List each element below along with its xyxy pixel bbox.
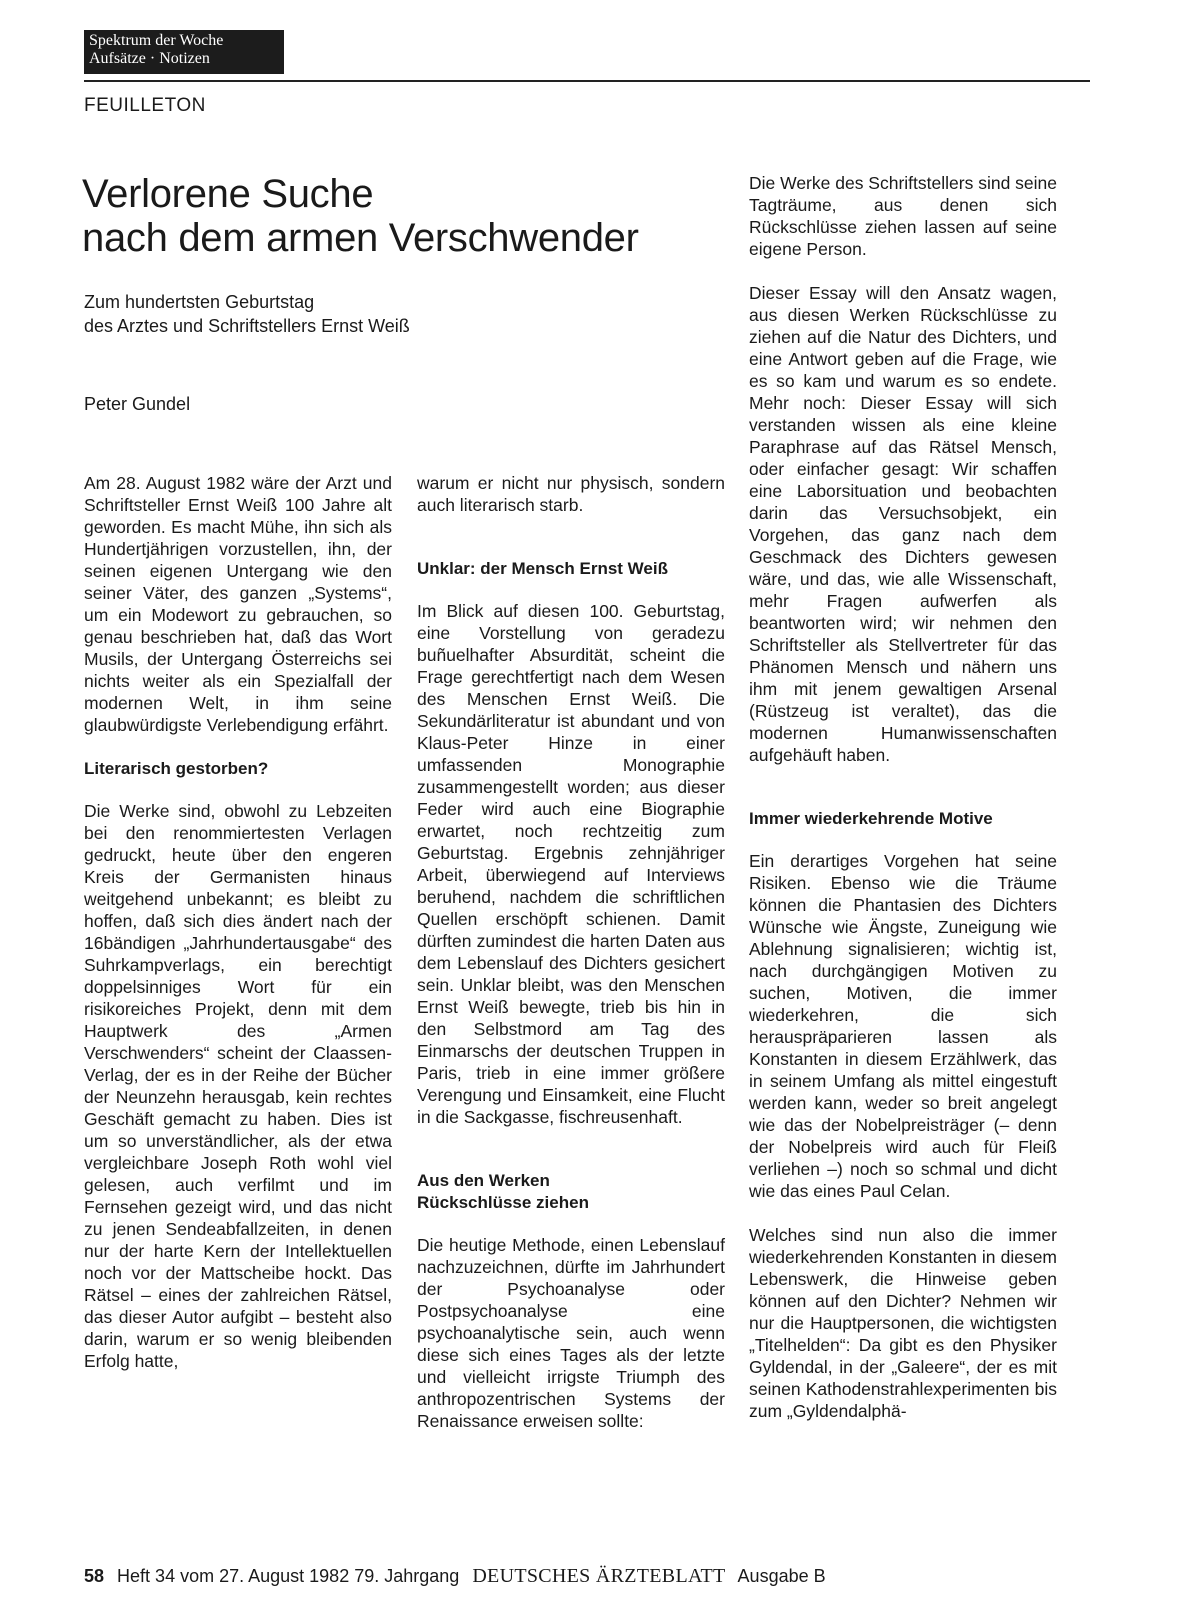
- paragraph: Ein derartiges Vorgehen hat seine Risiken. Ebenso wie die Träume können die Phantasien des Dichters Wünsche wie Ängste, Zuneigung wie Ablehnung signalisieren; wichtig ist, nach durchgängigen Motiven zu suchen, Motiven, die immer wiederkehren, die sich herauspräparieren lassen als Konstanten in diesem Erzählwerk, das in seinem Umfang als mittel eingestuft werden kann, weder so breit angelegt wie das der Nobelpreisträger (– denn der Nobelpreis wird auch für Fleiß verliehen –) noch so schmal und dicht wie das eines Paul Celan.: [749, 851, 1057, 1201]
- column-2: [417, 472, 725, 1454]
- subheading: Unklar: der Mensch Ernst Weiß: [417, 559, 668, 578]
- issue-info: Heft 34 vom 27. August 1982 79. Jahrgang: [117, 1566, 460, 1586]
- paragraph: Die heutige Methode, einen Lebenslauf nachzuzeichnen, dürfte im Jahrhundert der Psychoanalyse oder Postpsychoanalyse eine psychoanalytische sein, auch wenn diese sich eines Tages als der letzte und vielleicht irrigste Triumph des anthropozentrischen Systems der Renaissance erweisen sollte:: [417, 1235, 725, 1431]
- section-label: FEUILLETON: [84, 95, 206, 116]
- subtitle-line-2: des Arztes und Schriftstellers Ernst Weiß: [84, 316, 410, 336]
- paragraph: Am 28. August 1982 wäre der Arzt und Schriftsteller Ernst Weiß 100 Jahre alt geworden. Es macht Mühe, ihn sich als Hundertjährigen vorzustellen, ihn, der seinen eigenen Untergang wie den seiner Väter, des ganzen „Systems“, um ein Modewort zu gebrauchen, so genau beschrieben hat, daß das Wort Musils, der Untergang Österreichs sei nichts weiter als ein Spezialfall der modernen Welt, in ihm seine glaubwürdigste Verlebendigung erfährt.: [84, 473, 392, 735]
- subtitle-line-1: Zum hundertsten Geburtstag: [84, 292, 315, 312]
- subheading: Immer wiederkehrende Motive: [749, 809, 993, 828]
- masthead: [84, 30, 284, 74]
- journal-name: DEUTSCHES ÄRZTEBLATT: [472, 1565, 726, 1587]
- author-byline: Peter Gundel: [84, 394, 191, 414]
- edition: Ausgabe B: [737, 1566, 826, 1586]
- subheading-line-1: Aus den Werken: [417, 1171, 550, 1190]
- paragraph: Im Blick auf diesen 100. Geburtstag, eine Vorstellung von geradezu buñuelhafter Absurdität, scheint die Frage gerechtfertigt nach dem Wesen des Menschen Ernst Weiß. Die Sekundärliteratur ist abundant und von Klaus-Peter Hinze in einer umfassenden Monographie zusammengestellt worden; aus dieser Feder wird auch eine Biographie erwartet, noch rechtzeitig zum Geburtstag. Ergebnis zehnjähriger Arbeit, überwiegend auf Interviews beruhend, nachdem die schriftlichen Quellen erschöpft schienen. Damit dürften zumindest die harten Daten aus dem Lebenslauf des Dichters gesichert sein. Unklar bleibt, was den Menschen Ernst Weiß bewegte, trieb bis hin in den Selbstmord am Tag des Einmarschs der deutschen Truppen in Paris, trieb in eine immer größere Verengung und Einsamkeit, eine Flucht in die Sackgasse, fischreusenhaft.: [417, 601, 725, 1127]
- paragraph: Welches sind nun also die immer wiederkehrenden Konstanten in diesem Lebenswerk, die Hinweise geben können auf den Dichter? Nehmen wir nur die Hauptpersonen, die wichtigsten „Titelhelden“: Da gibt es den Physiker Gyldendal, in der „Galeere“, der es mit seinen Kathodenstrahlexperimenten bis zum „Gyldendalphä-: [749, 1225, 1057, 1421]
- headline-line-1: Verlorene Suche: [82, 172, 374, 216]
- paragraph: Dieser Essay will den Ansatz wagen, aus diesen Werken Rückschlüsse zu ziehen auf die Natur des Dichters, und eine Antwort geben auf die Frage, wie es so kam und warum es so endete. Mehr noch: Dieser Essay will sich verstanden wissen als eine kleine Paraphrase auf das Rätsel Mensch, oder einfacher gesagt: Wir schaffen eine Laborsituation und beobachten darin das Versuchsobjekt, ein Vorgehen, das ganz nach dem Geschmack des Dichters gewesen wäre, und das, wie alle Wissenschaft, mehr Fragen aufwerfen als beantworten wird; wir nehmen den Schriftsteller als Stellvertreter für das Phänomen Mensch und nähern uns ihm mit jenem gewaltigen Arsenal (Rüstzeug ist veraltet), das die modernen Humanwissenschaften aufgehäuft haben.: [749, 283, 1057, 765]
- paragraph: Die Werke des Schriftstellers sind seine Tagträume, aus denen sich Rückschlüsse ziehen lassen auf seine eigene Person.: [749, 173, 1057, 259]
- masthead-line-2: Aufsätze · Notizen: [89, 50, 210, 67]
- subtitle: [84, 290, 724, 338]
- column-3: [749, 172, 1057, 1444]
- masthead-line-1: Spektrum der Woche: [89, 32, 224, 49]
- page-footer: [84, 1565, 1090, 1588]
- subheading: Literarisch gestorben?: [84, 759, 269, 778]
- headline-line-2: nach dem armen Verschwender: [82, 216, 639, 260]
- subheading-line-2: Rückschlüsse ziehen: [417, 1193, 589, 1212]
- headline: [82, 172, 722, 260]
- column-1: [84, 472, 392, 1394]
- paragraph: warum er nicht nur physisch, sondern auch literarisch starb.: [417, 473, 725, 515]
- header-rule: [84, 80, 1090, 82]
- page-number: 58: [84, 1566, 105, 1586]
- subheading: [417, 1170, 725, 1214]
- paragraph: Die Werke sind, obwohl zu Lebzeiten bei den renommiertesten Verlagen gedruckt, heute über den engeren Kreis der Germanisten hinaus weitgehend unbekannt; es bleibt zu hoffen, daß sich dies ändert nach der 16bändigen „Jahrhundertausgabe“ des Suhrkampverlags, ein berechtigt doppelsinniges Wort für ein risikoreiches Projekt, denn mit dem Hauptwerk des „Armen Verschwenders“ scheint der Claassen-Verlag, der es in der Reihe der Bücher der Neunzehn herausgab, kein rechtes Geschäft gemacht zu haben. Dies ist um so unverständlicher, als der etwa vergleichbare Joseph Roth wohl viel gelesen, auch verfilmt und im Fernsehen gezeigt wird, und das nicht zu jenen Sendeabfallzeiten, in denen nur der harte Kern der Intellektuellen noch vor der Mattscheibe hockt. Das Rätsel – eines der zahlreichen Rätsel, das dieser Autor aufgibt – besteht also darin, warum er so wenig bleibenden Erfolg hatte,: [84, 801, 392, 1371]
